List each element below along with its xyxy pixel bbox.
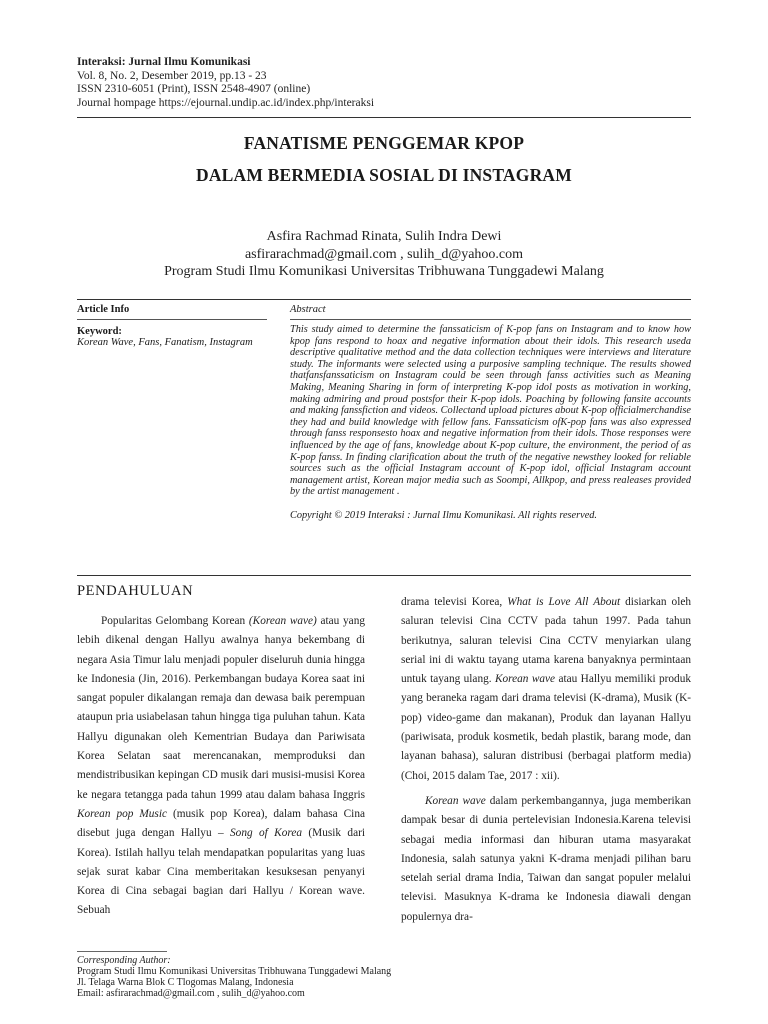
author-affiliation: Program Studi Ilmu Komunikasi Universitas Tribhuwana Tunggadewi Malang (164, 264, 604, 279)
abstract-label: Abstract (290, 304, 326, 315)
journal-issn: ISSN 2310-6051 (Print), ISSN 2548-4907 (online) (77, 83, 311, 96)
article-title-line-1: FANATISME PENGGEMAR KPOP (243, 133, 525, 153)
abstract-rule (290, 319, 691, 320)
abstract-column (290, 304, 691, 521)
journal-header (77, 56, 374, 110)
article-info-rule (77, 319, 267, 320)
keyword-list: Korean Wave, Fans, Fanatism, Instagram (77, 337, 253, 348)
copyright-notice: Copyright © 2019 Interaksi : Jurnal Ilmu Komunikasi. All rights reserved. (290, 509, 597, 521)
right-paragraph-1: drama televisi Korea, What is Love All About disiarkan oleh saluran televisi Cina CCTV pada tahun 1997. Pada tahun berikutnya, saluran televisi Cina CCTV menyiarkan ulang serial ini di waktu tayang utama karena banyaknya permintaan untuk tayang ulang. Korean wave atau Hallyu memiliki produk yang beraneka ragam dari drama televisi (K-drama), Musik (K-pop) video-game dan makanan), Produk dan layanan Hallyu (pariwisata, produk kosmetik, bedah plastik, barang mode, dan layanan bahasa), saluran distribusi (berbagai platform media) (Choi, 2015 dalam Tae, 2017 : xii). (401, 596, 692, 782)
author-names: Asfira Rachmad Rinata, Sulih Indra Dewi (266, 229, 502, 244)
footnote (77, 955, 391, 999)
journal-volume: Vol. 8, No. 2, Desember 2019, pp.13 - 23 (77, 69, 267, 82)
body-left-column (77, 612, 365, 921)
section-title: PENDAHULUAN (77, 583, 194, 599)
article-info-column (77, 304, 267, 349)
article-info-label: Article Info (77, 304, 130, 315)
journal-name: Interaksi: Jurnal Ilmu Komunikasi (77, 56, 251, 68)
body-right-column (401, 593, 691, 927)
footnote-affiliation: Program Studi Ilmu Komunikasi Universitas Tribhuwana Tunggadewi Malang (77, 966, 392, 977)
author-block (0, 228, 768, 281)
info-box-top-rule (77, 299, 691, 300)
info-box-bottom-rule (77, 575, 691, 576)
abstract-text: This study aimed to determine the fanssaticism of K-pop fans on Instagram and to know how kpop fans respond to hoax and negative information about their idols. This research useda descriptive qualitative method and the data collection techniques were interviews and literature study. The informants were selected using a purposive sampling technique. The results showed thatfansfanssaticism on Instagram could be seen through fanss activities such as Meaning Making, Meaning Sharing in form of interpreting K-pop idol posts as motivation in working, making admiring and proud postsfor their K-pop idols. Poaching by following fansite accounts and making fanssfiction and videos. Collectand upload pictures about K-pop officialmerchandise they had and build knowledge with fellow fans. Fanssaticism ofK-pop fans was also expressed through fanss responsesto hoax and negative information from their idols. Those responses were influenced by the age of fans, knowledge about K-pop culture, the environment, the period of as K-pop fanss. In finding clarification about the truth of the negative newsthey looked for reliable sources such as the official Instagram account of K-pop idol, official Instagram account management artist, Korean major media such as Soompi, Allkpop, and press realeases provided by the artist management . (290, 324, 691, 498)
header-divider (77, 117, 691, 118)
author-emails: asfirarachmad@gmail.com , sulih_d@yahoo.com (244, 246, 524, 262)
journal-homepage: Journal hompage https://ejournal.undip.ac.id/index.php/interaksi (77, 96, 375, 109)
footnote-email: Email: asfirarachmad@gmail.com , sulih_d@yahoo.com (77, 988, 305, 999)
footnote-address: Jl. Telaga Warna Blok C Tlogomas Malang, Indonesia (77, 977, 294, 988)
footnote-rule (77, 951, 167, 952)
article-title-line-2: DALAM BERMEDIA SOSIAL DI INSTAGRAM (196, 165, 572, 185)
left-paragraph-1: Popularitas Gelombang Korean (Korean wave) atau yang lebih dikenal dengan Hallyu awalnya hanya bekembang di negara Asia Timur lalu menjadi populer diseluruh dunia hingga ke Indonesia (Jin, 2016). Perkembangan budaya Korea saat ini sangat populer dikalangan remaja dan dewasa baik perempuan ataupun pria usiabelasan tahun hingga tiga puluhan tahun. Kata Hallyu digunakan oleh Kementrian Budaya dan Pariwisata Korea Selatan saat merencanakan, memproduksi dan mendistribusikan kepingan CD musik dari musisi-musisi Korea ke negara tetangga pada tahun 1999 atau dalam bahasa Inggris Korean pop Music (musik pop Korea), dalam bahasa Cina disebut juga dengan Hallyu – Song of Korea (Musik dari Korea). Istilah hallyu telah mendapatkan popularitas yang luas sejak surat kabar Cina memberitakan kesuksesan penyanyi Korea di Cina sebagai bagian dari Hallyu / Korean wave. Sebuah (77, 615, 365, 917)
right-paragraph-2: Korean wave dalam perkembangannya, juga memberikan dampak besar di dunia pertelevisian Indonesia.Karena televisi sebagai media informasi dan hiburan utama masyarakat Indonesia, salah satunya yakni K-drama menjadi pilihan baru setelah serial drama India, Taiwan dan sangat populer melalui televisi. Masuknya K-drama ke Indonesia diawali dengan populernya dra- (401, 794, 691, 923)
footnote-label: Corresponding Author: (77, 955, 171, 966)
keyword-label: Keyword: (77, 326, 122, 337)
